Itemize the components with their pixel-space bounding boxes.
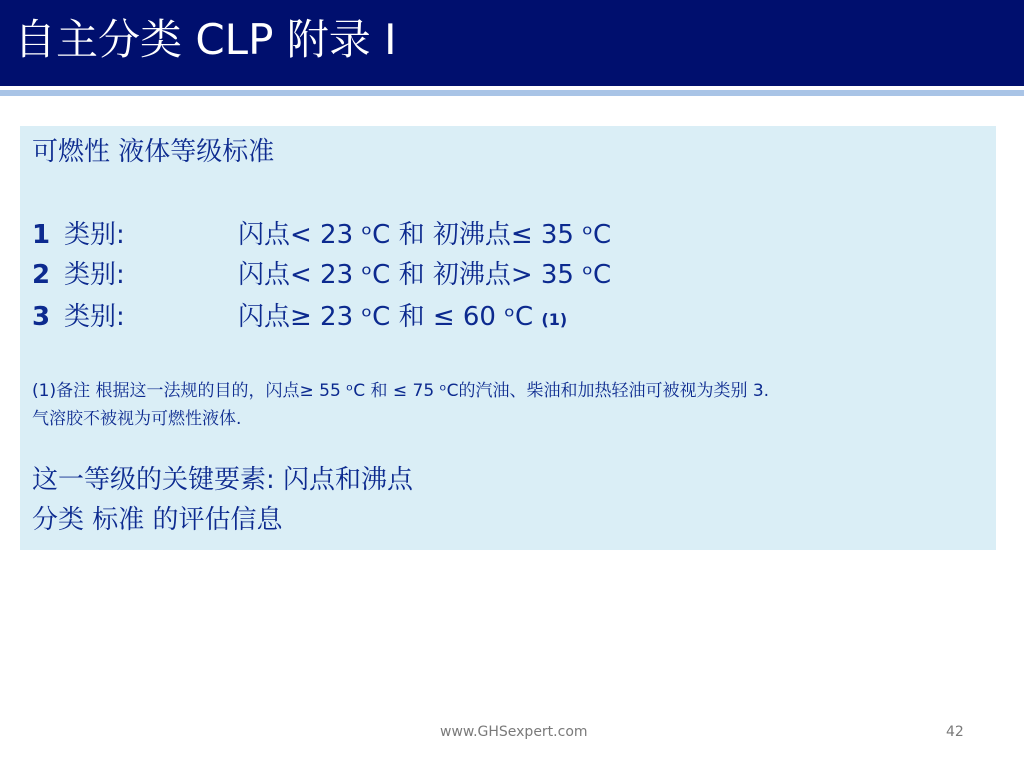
footer-url: www.GHSexpert.com: [440, 724, 588, 740]
title-bar: [0, 0, 1024, 86]
criteria-text: 闪点≥ 23 ᵒC 和 ≤ 60 ᵒC: [238, 302, 534, 332]
footnote-line-2: 气溶胶不被视为可燃性液体.: [32, 409, 242, 429]
section-heading: 可燃性 液体等级标准: [32, 137, 275, 167]
category-label: 类别:: [64, 220, 125, 250]
slide-title: 自主分类 CLP 附录 I: [14, 15, 397, 64]
evaluation-info-text: 分类 标准 的评估信息: [32, 505, 283, 535]
category-label: 类别:: [64, 260, 125, 290]
title-divider-blue: [0, 90, 1024, 96]
footnote-marker: (1): [541, 310, 568, 329]
category-criteria: [238, 217, 611, 253]
category-criteria: [238, 257, 611, 293]
page-number: 42: [946, 724, 964, 740]
footnote-line-1: (1)备注 根据这一法规的目的，闪点≥ 55 ᵒC 和 ≤ 75 ᵒC的汽油、柴油和加热轻油可被视为类别 3.: [32, 381, 770, 401]
content-box: [20, 126, 996, 550]
criteria-text: 闪点< 23 ᵒC 和 初沸点> 35 ᵒC: [238, 260, 612, 290]
category-number: 3: [32, 302, 51, 332]
category-number: 1: [32, 220, 51, 250]
key-element-text: 这一等级的关键要素: 闪点和沸点: [32, 465, 414, 495]
category-criteria: [238, 299, 567, 338]
criteria-text: 闪点< 23 ᵒC 和 初沸点≤ 35 ᵒC: [238, 220, 612, 250]
category-label: 类别:: [64, 302, 125, 332]
category-number: 2: [32, 260, 51, 290]
